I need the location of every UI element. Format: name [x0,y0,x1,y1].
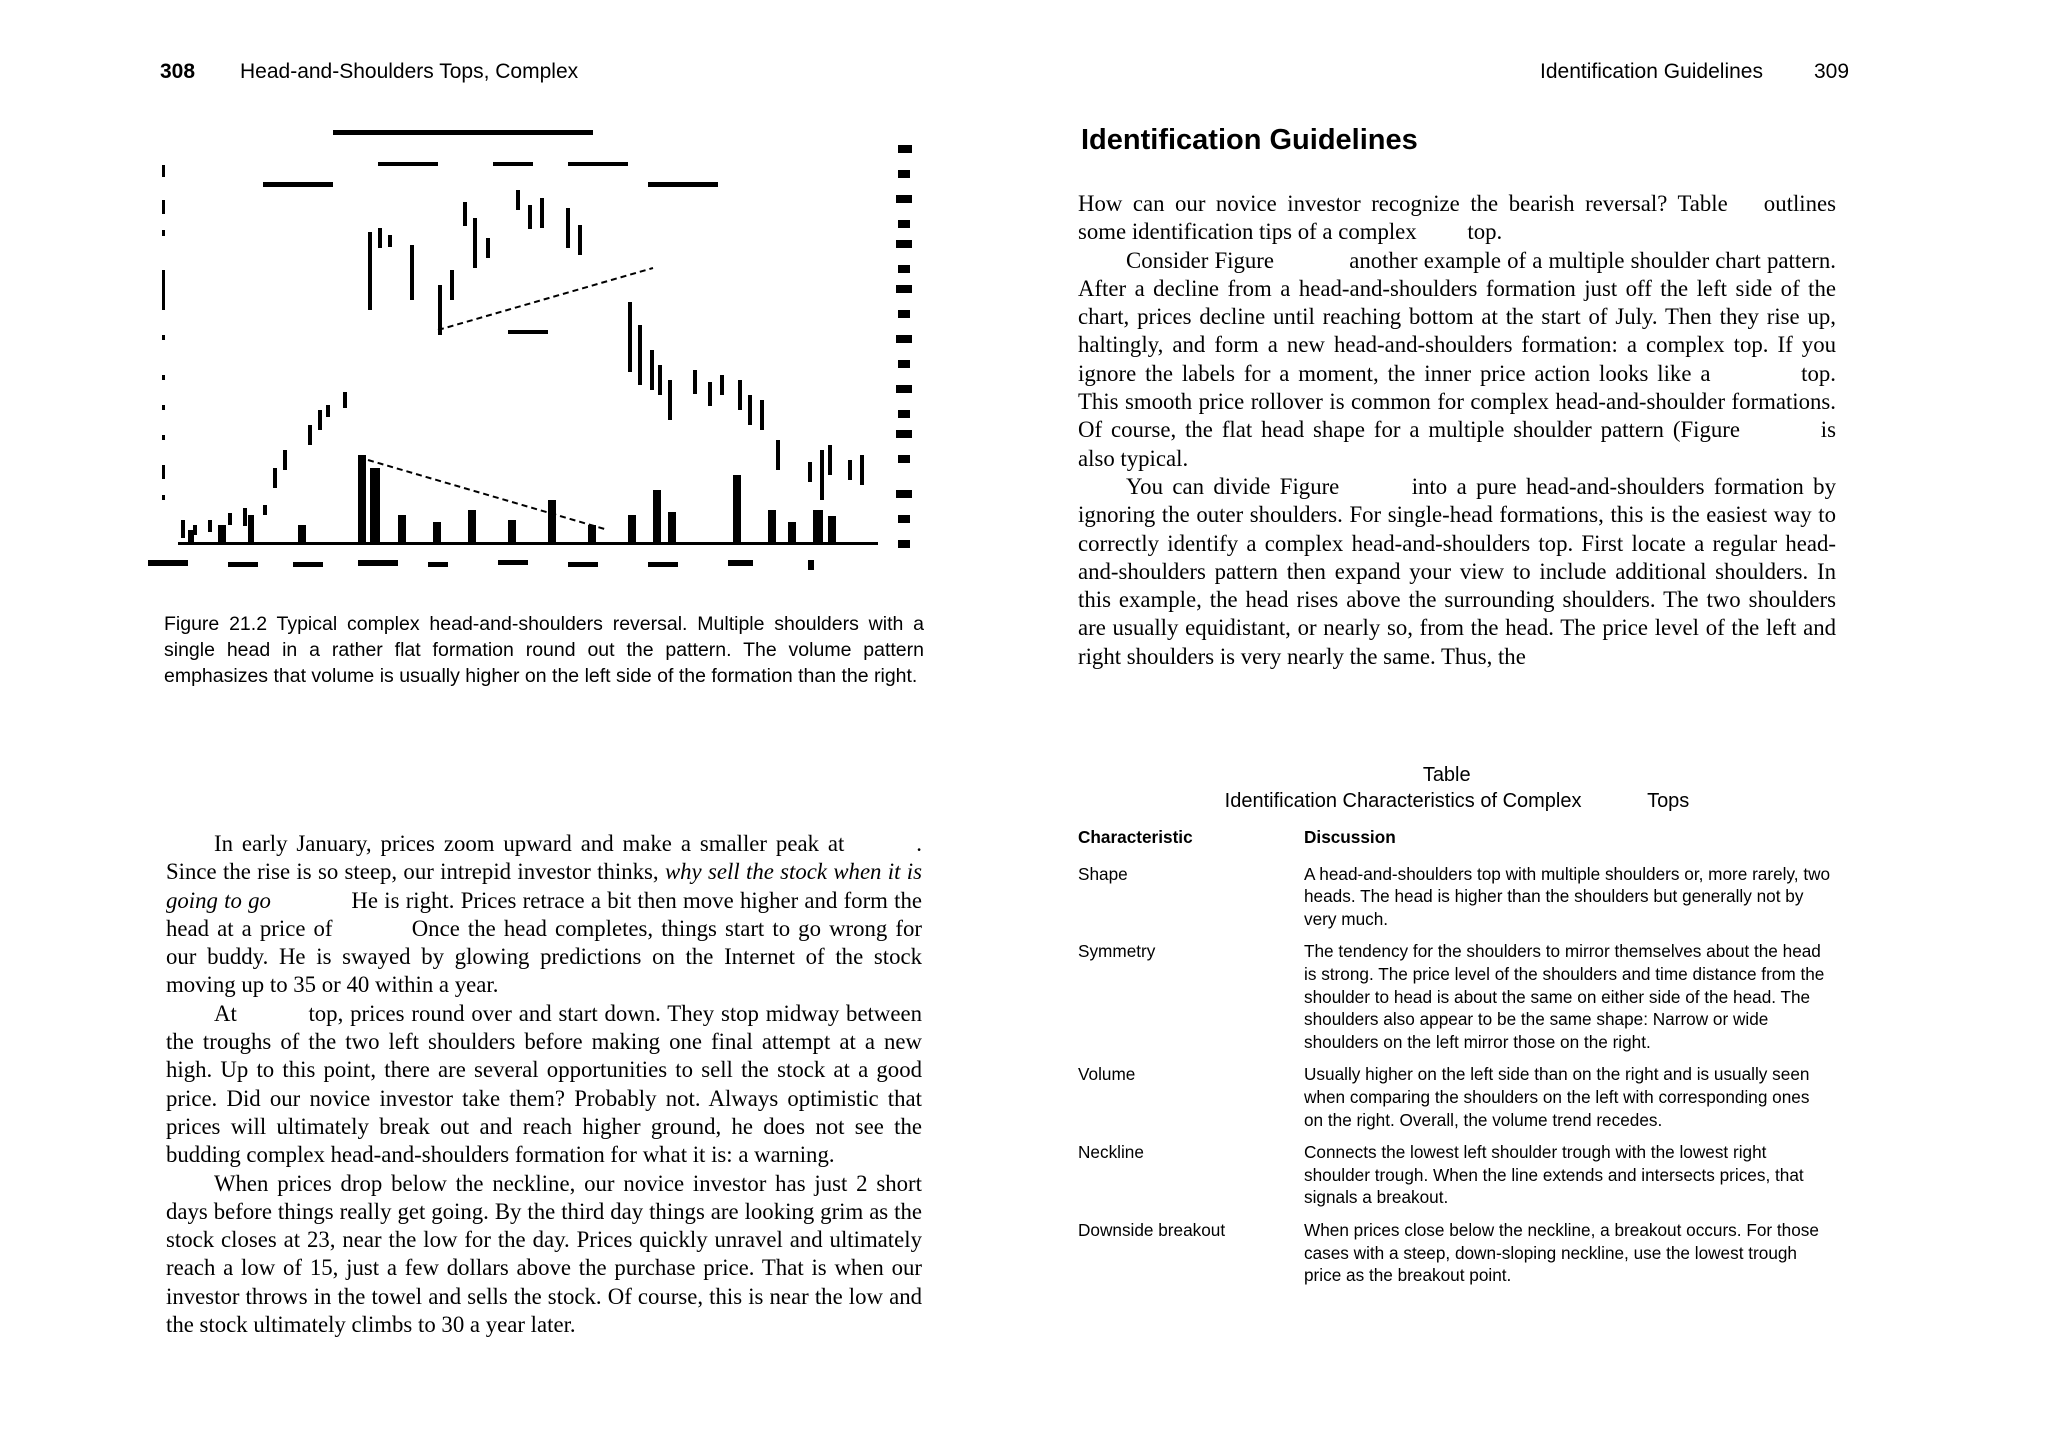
chart-necklines [368,268,653,530]
characteristic-discussion: A head-and-shoulders top with multiple shoulders or, more rarely, two heads. The head is higher than the shoulders but generally not by very much. [1304,863,1831,929]
table-header-row [1078,826,1838,849]
chart-top-labels [263,130,718,334]
characteristic-name: Downside breakout [1078,1219,1226,1240]
left-page [0,0,1000,1449]
garbled-glyph [341,924,404,938]
garbled-glyph [1349,482,1412,496]
garbled-glyph [1422,227,1467,241]
right-running-head: Identification Guidelines [1540,60,1763,83]
garbled-glyph [1719,369,1792,383]
table-row [1078,1063,1838,1131]
garbled-glyph [244,1009,302,1023]
garbled-glyph [1738,199,1753,213]
chart-left-axis [162,165,165,500]
left-body-text [166,830,922,1339]
characteristic-discussion: When prices close below the neckline, a breakout occurs. For those cases with a steep, down-sloping neckline, use the lowest trough price as the breakout point. [1304,1219,1819,1286]
paragraph: Consider Figure another example of a multiple shoulder chart pattern. After a decline from a head-and-shoulders formation just off the left side of the chart, prices decline until reaching bottom at the start of July. Then they rise up, haltingly, and form a new head-and-shoulders formation: a complex top. If you ignore the labels for a moment, the inner price action looks like a top. This smooth price rollover is common for complex head-and-shoulder formations. Of course, the flat head shape for a multiple shoulder pattern (Figure is also typical. [1078,247,1837,471]
characteristic-name: Symmetry [1078,941,1156,962]
garbled-glyph [1476,769,1491,783]
characteristic-name: Volume [1078,1064,1136,1085]
garbled-glyph [853,839,916,853]
paragraph: When prices drop below the neckline, our novice investor has just 2 short days before things really get going. By the third day things are looking grim as the stock closes at 23, near the low for the day. Prices quickly unravel and ultimately reach a low of 15, just a few dollars above the purchase price. That is when our investor throws in the towel and sells the stock. Of course, this is near the low and the stock ultimately climbs to 30 a year later. [166,1170,922,1338]
characteristic-discussion: The tendency for the shoulders to mirror themselves about the head is strong. The price level of the shoulders and time distance from the shoulder to head is about the same on either side of the head. The shoulders also appear to be the same shape: Narrow or wide shoulders on the left mirror those on the right. [1304,941,1825,1052]
table-row [1078,1141,1838,1209]
paragraph: You can divide Figure into a pure head-and-shoulders formation by ignoring the outer shoulders. For single-head formations, this is the easiest way to correctly identify a complex head-and-shoulders top. First locate a regular head-and-shoulders pattern then expand your view to include additional shoulders. In this example, the head rises above the surrounding shoulders. The two shoulders are usually equidistant, or nearly so, from the head. The price level of the left and right shoulders is very nearly the same. Thus, the [1078,473,1836,669]
right-body-text [1078,190,1836,671]
chart-right-axis [896,145,912,548]
characteristic-name: Shape [1078,863,1128,884]
table-row [1078,863,1838,931]
column-header: Characteristic [1078,827,1193,847]
table-row [1078,940,1838,1053]
garbled-glyph [1749,425,1812,439]
figure-chart [148,120,928,590]
paragraph: In early January, prices zoom upward and make a smaller peak at . Since the rise is so steep, our intrepid investor thinks, why sell the stock when it is going to go He is right. Prices retrace a bit then move higher and form the head at a price of Once the head completes, things start to go wrong for our buddy. He is swayed by glowing predictions on the Internet of the stock moving up to 35 or 40 within a year. [166,831,922,998]
garbled-glyph [277,895,345,909]
characteristic-name: Neckline [1078,1142,1144,1163]
table-caption: Identification Characteristics of Complex Tops [1224,790,1690,812]
characteristic-discussion: Connects the lowest left shoulder trough with the lowest right shoulder trough. When the line extends and intersects prices, that signals a breakout. [1304,1142,1804,1208]
left-running-head: Head-and-Shoulders Tops, Complex [240,60,579,83]
chart-price-bars [181,190,864,538]
paragraph: How can our novice investor recognize the bearish reversal? Table outlines some identification tips of a complex top. [1078,191,1836,245]
column-header: Discussion [1304,827,1396,847]
paragraph: At top, prices round over and start down. They stop midway between the troughs of the two left shoulders before making one final attempt at a new high. Up to this point, there are several opportunities to sell the stock at a good price. Did our novice investor take them? Probably not. Always optimistic that prices will ultimately break out and reach higher ground, he does not see the budding complex head-and-shoulders formation for what it is: a warning. [166,1000,922,1168]
section-title: Identification Guidelines [1081,124,1418,156]
characteristic-discussion: Usually higher on the left side than on the right and is usually seen when comparing the shoulders on the left with corresponding ones on the right. Overall, the volume trend recedes. [1304,1064,1810,1130]
table-row [1078,1219,1838,1287]
left-page-number: 308 [160,60,196,83]
characteristics-table [1078,826,1838,1287]
chart-bottom-axis [148,560,814,570]
garbled-glyph [1587,795,1647,809]
figure-caption: Figure 21.2 Typical complex head-and-shoulders reversal. Multiple shoulders with a single head in a rather flat formation round out the pattern. The volume pattern emphasizes that volume is usually higher on the left side of the formation than the right. [164,613,924,687]
garbled-glyph [1280,255,1343,269]
table-label: Table [1078,764,1836,787]
right-page-number: 309 [1814,60,1850,83]
